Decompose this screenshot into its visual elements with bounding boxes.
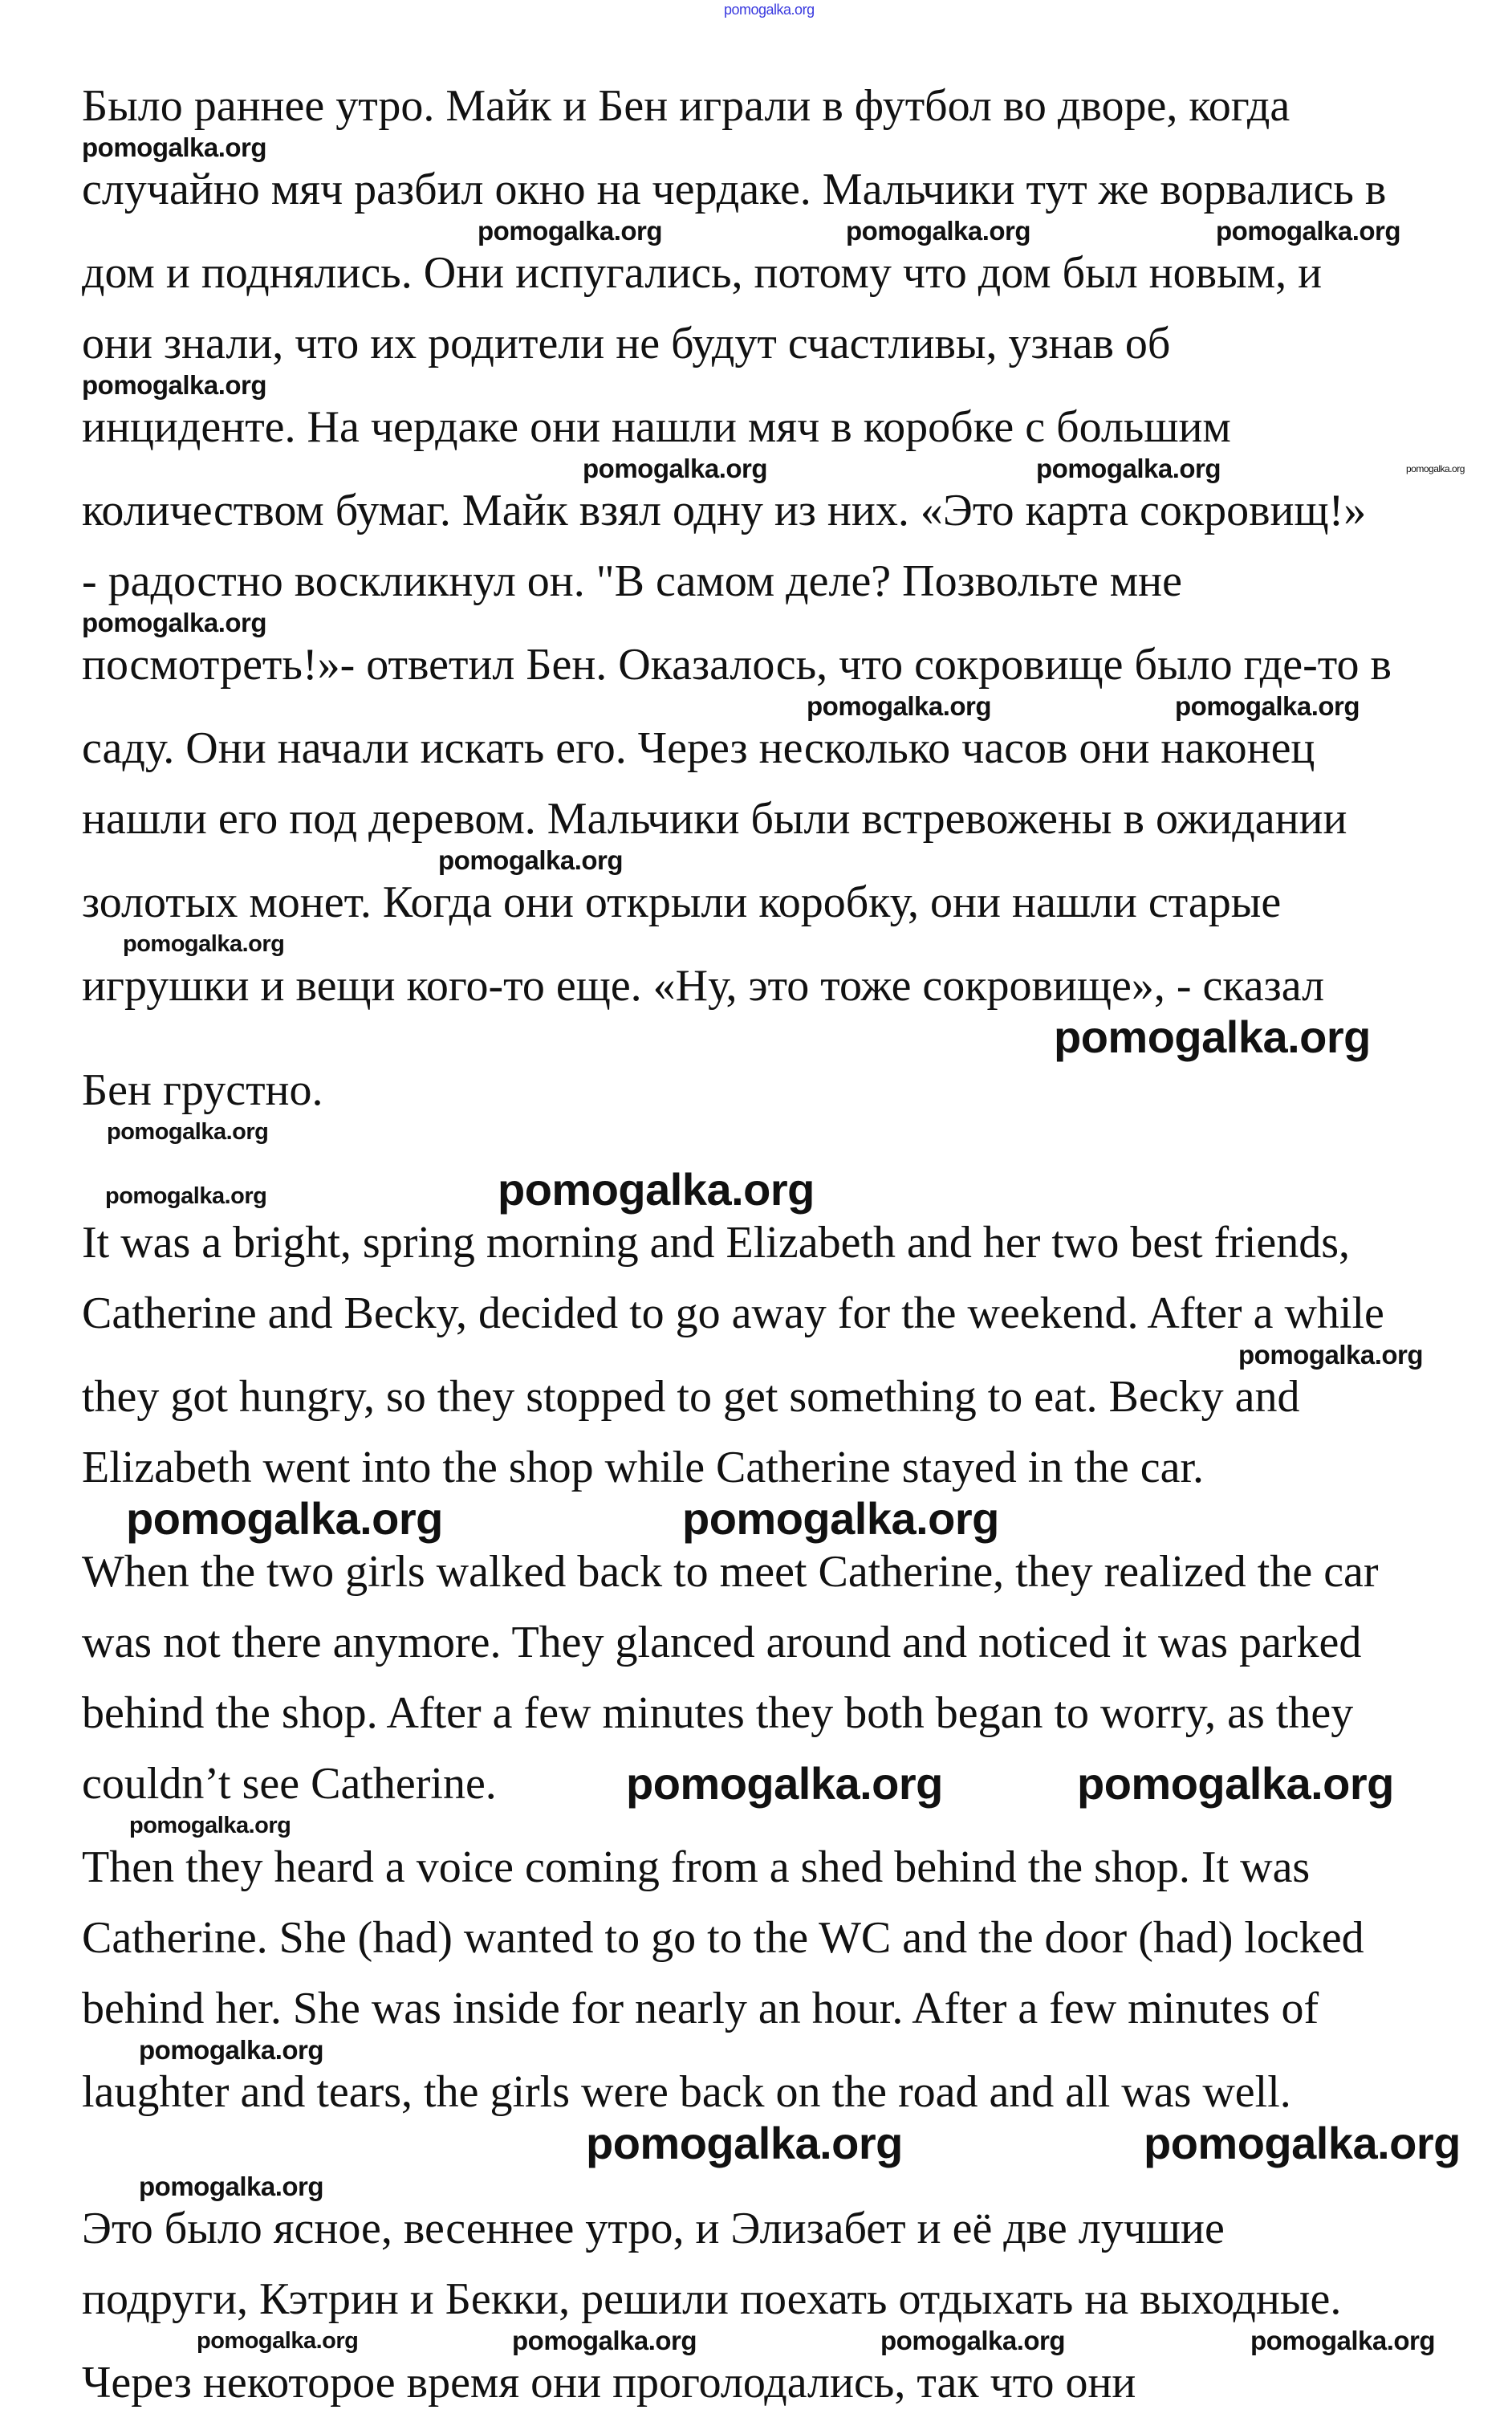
watermark: pomogalka.org: [1216, 216, 1401, 246]
text-line: золотых монет. Когда они открыли коробку, они нашли старые: [82, 877, 1282, 927]
watermark: pomogalka.org: [682, 1493, 999, 1544]
watermark: pomogalka.org: [1175, 691, 1360, 721]
text-line: Catherine. She (had) wanted to go to the WC and the door (had) locked: [82, 1913, 1364, 1963]
watermark: pomogalka.org: [126, 1493, 443, 1544]
watermark: pomogalka.org: [1077, 1758, 1394, 1809]
watermark-row: [0, 2325, 1512, 2357]
watermark-row: [0, 1809, 1512, 1842]
watermark: pomogalka.org: [1144, 2118, 1461, 2168]
text-line: случайно мяч разбил окно на чердаке. Мальчики тут же ворвались в: [82, 165, 1387, 214]
text-line: When the two girls walked back to meet Catherine, they realized the car: [82, 1547, 1379, 1597]
watermark: pomogalka.org: [107, 1119, 269, 1145]
text-line: behind the shop. After a few minutes they both began to worry, as they: [82, 1688, 1354, 1738]
text-line: игрушки и вещи кого-то еще. «Ну, это тоже сокровище», - сказал: [82, 961, 1325, 1011]
watermark: pomogalka.org: [82, 608, 267, 637]
watermark: pomogalka.org: [1406, 463, 1465, 474]
text-line: саду. Они начали искать его. Через несколько часов они наконец: [82, 723, 1315, 773]
watermark-row: [0, 1164, 1512, 1217]
watermark: pomogalka.org: [1036, 454, 1221, 483]
text-line: Then they heard a voice coming from a shed behind the shop. It was: [82, 1842, 1311, 1892]
watermark-row: [0, 928, 1512, 960]
watermark-row: [0, 2034, 1512, 2066]
text-line: посмотреть!»- ответил Бен. Оказалось, что сокровище было где-то в: [82, 640, 1392, 690]
watermark-row: [0, 2118, 1512, 2171]
watermark: pomogalka.org: [807, 691, 992, 721]
text-line-with-watermarks: [0, 1758, 1512, 1809]
watermark: pomogalka.org: [82, 370, 267, 400]
watermark-row: [0, 1116, 1512, 1148]
watermark: pomogalka.org: [1054, 1012, 1371, 1062]
text-line: нашли его под деревом. Мальчики были встревожены в ожидании: [82, 794, 1347, 844]
watermark: pomogalka.org: [129, 1813, 291, 1838]
watermark-row: [0, 2171, 1512, 2203]
text-line: behind her. She was inside for nearly an hour. After a few minutes of: [82, 1984, 1319, 2033]
watermark-row: [0, 845, 1512, 877]
watermark-row: [0, 453, 1512, 485]
watermark-row: [0, 369, 1512, 401]
watermark: pomogalka.org: [478, 216, 663, 246]
watermark: pomogalka.org: [626, 1758, 943, 1809]
watermark: pomogalka.org: [139, 2172, 324, 2201]
watermark: pomogalka.org: [846, 216, 1031, 246]
watermark-row: [0, 132, 1512, 164]
watermark: pomogalka.org: [724, 2, 815, 18]
watermark: pomogalka.org: [512, 2326, 697, 2355]
watermark: pomogalka.org: [880, 2326, 1066, 2355]
watermark: pomogalka.org: [498, 1164, 815, 1215]
text-line: - радостно воскликнул он. "В самом деле? Позвольте мне: [82, 556, 1182, 606]
watermark: pomogalka.org: [586, 2118, 903, 2168]
text-line: инциденте. На чердаке они нашли мяч в коробке с большим: [82, 402, 1231, 452]
watermark: pomogalka.org: [438, 845, 624, 875]
watermark: pomogalka.org: [123, 931, 285, 957]
text-line: подруги, Кэтрин и Бекки, решили поехать отдыхать на выходные.: [82, 2274, 1342, 2324]
text-line: Catherine and Becky, decided to go away for the weekend. After a while: [82, 1288, 1384, 1338]
watermark-row: [0, 607, 1512, 639]
watermark-row: [0, 1012, 1512, 1064]
watermark: pomogalka.org: [197, 2328, 359, 2354]
text-line: дом и поднялись. Они испугались, потому что дом был новым, и: [82, 248, 1323, 298]
watermark: pomogalka.org: [1238, 1340, 1424, 1370]
text-line: laughter and tears, the girls were back on the road and all was well.: [82, 2067, 1291, 2117]
watermark: pomogalka.org: [1250, 2326, 1436, 2355]
text-line: количеством бумаг. Майк взял одну из них. «Это карта сокровищ!»: [82, 486, 1367, 535]
text-line: Было раннее утро. Майк и Бен играли в футбол во дворе, когда: [82, 81, 1290, 131]
text-line: Это было ясное, весеннее утро, и Элизабет и её две лучшие: [82, 2204, 1225, 2253]
watermark-row: [0, 1493, 1512, 1546]
watermark-row: [0, 215, 1512, 247]
watermark: pomogalka.org: [82, 132, 267, 162]
watermark: pomogalka.org: [105, 1183, 267, 1209]
watermark: pomogalka.org: [139, 2035, 324, 2065]
text-line: couldn’t see Catherine.: [82, 1759, 497, 1809]
text-line: они знали, что их родители не будут счастливы, узнав об: [82, 319, 1171, 368]
watermark-row: [0, 1339, 1512, 1371]
watermark-row: [0, 690, 1512, 723]
text-line: Elizabeth went into the shop while Catherine stayed in the car.: [82, 1443, 1205, 1492]
text-line: they got hungry, so they stopped to get something to eat. Becky and: [82, 1372, 1300, 1422]
text-line: was not there anymore. They glanced around and noticed it was parked: [82, 1618, 1362, 1667]
text-line: Бен грустно.: [82, 1065, 323, 1115]
text-line: It was a bright, spring morning and Elizabeth and her two best friends,: [82, 1218, 1351, 1268]
text-line: Через некоторое время они проголодались, так что они: [82, 2358, 1136, 2408]
watermark: pomogalka.org: [583, 454, 768, 483]
